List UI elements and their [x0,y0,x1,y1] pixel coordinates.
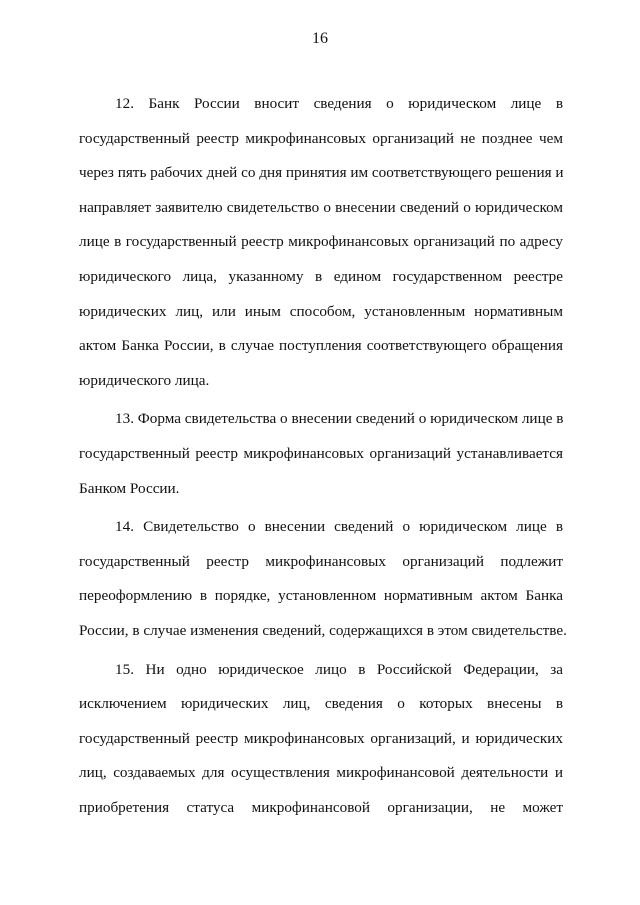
paragraph-13 [79,402,563,506]
text-line: 14. Свидетельство о внесении сведений о юридическом лице в [115,518,563,536]
text-line: через пять рабочих дней со дня принятия им соответствующего решения и [79,164,564,182]
text-line: государственный реестр микрофинансовых организаций, и юридических [79,729,563,747]
paragraph-14 [79,510,567,648]
text-line: лице в государственный реестр микрофинансовых организаций по адресу [79,233,563,251]
text-line: направляет заявителю свидетельство о внесении сведений о юридическом [79,198,563,216]
text-line: государственный реестр микрофинансовых организаций устанавливается [79,444,563,462]
document-body [79,87,567,829]
text-line: исключением юридических лиц, сведения о которых внесены в [79,695,563,713]
text-line: юридического лица. [79,371,210,389]
paragraph-15 [79,653,563,826]
text-line: России, в случае изменения сведений, содержащихся в этом свидетельстве. [79,621,567,639]
text-line: юридического лица, указанному в едином государственном реестре [79,267,563,285]
page-number: 16 [312,30,328,47]
text-line: 12. Банк России вносит сведения о юридическом лице в [115,95,563,112]
text-line: государственный реестр микрофинансовых организаций не позднее чем [79,129,563,147]
text-line: 13. Форма свидетельства о внесении сведений о юридическом лице в [115,410,564,428]
paragraph-12 [79,87,563,398]
text-line: 15. Ни одно юридическое лицо в Российской Федерации, за [115,660,563,678]
text-line: актом Банка России, в случае поступления соответствующего обращения [79,337,563,355]
text-line: государственный реестр микрофинансовых организаций подлежит [79,552,563,570]
text-line: переоформлению в порядке, установленном нормативным актом Банка [79,587,563,605]
text-line: юридических лиц, или иным способом, установленным нормативным [79,302,563,320]
text-line: Банком России. [79,479,180,497]
text-line: лиц, создаваемых для осуществления микрофинансовой деятельности и [79,764,563,782]
text-line: приобретения статуса микрофинансовой организации, не может [79,798,563,816]
